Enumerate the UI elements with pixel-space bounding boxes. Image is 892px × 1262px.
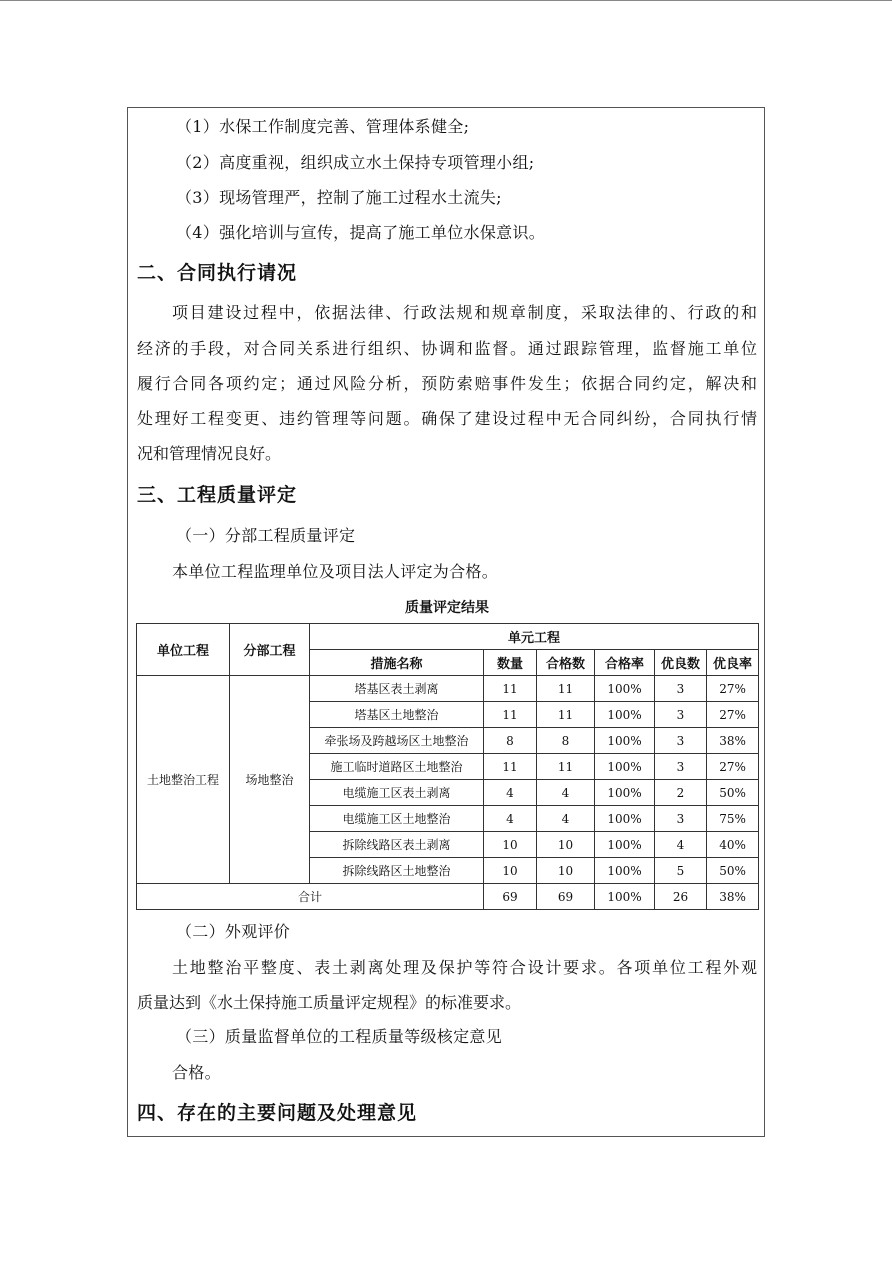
table-row [137,676,759,702]
cell-qty: 4 [484,780,537,806]
page-top-rule [0,0,892,1]
total-good-rate: 38% [707,884,759,910]
cell-name: 牵张场及跨越场区土地整治 [310,728,484,754]
section3-sub1: （一）分部工程质量评定 [176,526,356,545]
section3-heading: 三、工程质量评定 [137,484,298,506]
total-pass-rate: 100% [595,884,655,910]
table-total-row [137,884,759,910]
cell-name: 电缆施工区土地整治 [310,806,484,832]
section3-sub3: （三）质量监督单位的工程质量等级核定意见 [176,1027,503,1046]
section2-line-4: 处理好工程变更、违约管理等问题。确保了建设过程中无合同纠纷，合同执行情 [137,409,757,428]
cell-qty: 8 [484,728,537,754]
cell-pass-rate: 100% [595,702,655,728]
unit-cell: 土地整治工程 [137,676,230,884]
cell-good: 5 [655,858,707,884]
cell-pass-rate: 100% [595,676,655,702]
part-cell: 场地整治 [230,676,310,884]
header-col-good: 优良数 [655,650,707,676]
cell-pass: 11 [537,676,595,702]
cell-qty: 4 [484,806,537,832]
cell-qty: 10 [484,858,537,884]
section3-sub2: （二）外观评价 [176,922,291,941]
section3-sub2-line-1: 土地整治平整度、表土剥离处理及保护等符合设计要求。各项单位工程外观 [172,958,757,977]
total-qty: 69 [484,884,537,910]
table-caption: 质量评定结果 [405,600,489,616]
cell-good-rate: 27% [707,676,759,702]
cell-name: 施工临时道路区土地整治 [310,754,484,780]
cell-good: 2 [655,780,707,806]
cell-pass-rate: 100% [595,832,655,858]
section3-sub2-line-2: 质量达到《水土保持施工质量评定规程》的标准要求。 [137,993,522,1012]
cell-good-rate: 38% [707,728,759,754]
cell-pass: 4 [537,780,595,806]
cell-name: 电缆施工区表土剥离 [310,780,484,806]
cell-good: 4 [655,832,707,858]
cell-name: 拆除线路区表土剥离 [310,832,484,858]
header-col-qty: 数量 [484,650,537,676]
header-part: 分部工程 [230,624,310,676]
cell-pass: 10 [537,832,595,858]
list-item-2: （2）高度重视，组织成立水土保持专项管理小组; [176,153,535,172]
cell-pass-rate: 100% [595,754,655,780]
cell-good-rate: 75% [707,806,759,832]
list-item-1: （1）水保工作制度完善、管理体系健全; [176,117,470,136]
cell-pass-rate: 100% [595,780,655,806]
header-col-good-rate: 优良率 [707,650,759,676]
section3-sub3-text: 合格。 [172,1063,221,1082]
cell-pass-rate: 100% [595,858,655,884]
cell-name: 拆除线路区土地整治 [310,858,484,884]
cell-good: 3 [655,702,707,728]
cell-pass: 11 [537,754,595,780]
section2-line-5: 况和管理情况良好。 [137,444,282,463]
cell-qty: 11 [484,702,537,728]
cell-good: 3 [655,728,707,754]
cell-name: 塔基区土地整治 [310,702,484,728]
cell-good-rate: 27% [707,754,759,780]
section2-heading: 二、合同执行请况 [137,262,298,284]
section3-sub1-text: 本单位工程监理单位及项目法人评定为合格。 [172,562,499,581]
section4-heading: 四、存在的主要问题及处理意见 [137,1102,418,1124]
header-col-pass-rate: 合格率 [595,650,655,676]
header-unit: 单位工程 [137,624,230,676]
cell-pass: 8 [537,728,595,754]
cell-good: 3 [655,806,707,832]
list-item-3: （3）现场管理严，控制了施工过程水土流失; [176,188,502,207]
header-col-name: 措施名称 [310,650,484,676]
cell-qty: 10 [484,832,537,858]
section2-line-2: 经济的手段，对合同关系进行组织、协调和监督。通过跟踪管理，监督施工单位 [137,339,757,358]
cell-good-rate: 40% [707,832,759,858]
cell-pass: 11 [537,702,595,728]
cell-name: 塔基区表土剥离 [310,676,484,702]
cell-qty: 11 [484,754,537,780]
cell-pass-rate: 100% [595,806,655,832]
cell-good: 3 [655,676,707,702]
cell-good-rate: 50% [707,858,759,884]
cell-pass: 4 [537,806,595,832]
list-item-4: （4）强化培训与宣传，提高了施工单位水保意识。 [176,223,546,242]
cell-good-rate: 50% [707,780,759,806]
section2-line-3: 履行合同各项约定；通过风险分析，预防索赔事件发生；依据合同约定，解决和 [137,374,757,393]
total-good: 26 [655,884,707,910]
cell-qty: 11 [484,676,537,702]
quality-table [136,623,759,910]
header-col-pass: 合格数 [537,650,595,676]
total-label: 合计 [137,884,484,910]
cell-pass: 10 [537,858,595,884]
total-pass: 69 [537,884,595,910]
cell-good-rate: 27% [707,702,759,728]
cell-pass-rate: 100% [595,728,655,754]
section2-line-1: 项目建设过程中，依据法律、行政法规和规章制度，采取法律的、行政的和 [172,303,757,322]
cell-good: 3 [655,754,707,780]
header-element: 单元工程 [310,624,759,650]
